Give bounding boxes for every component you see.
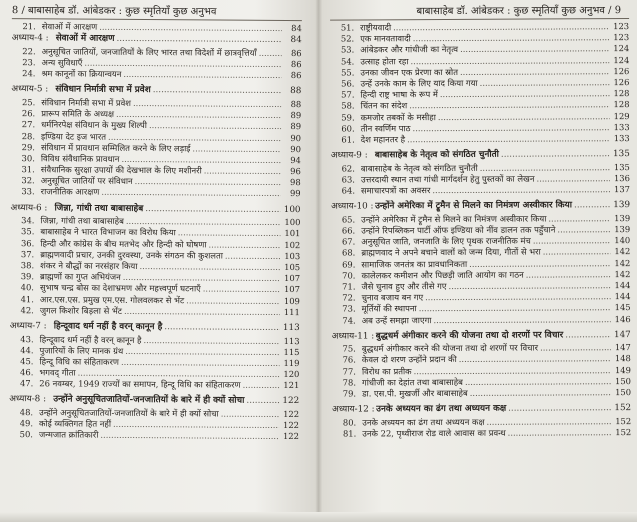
entry-number: 81. <box>342 428 357 439</box>
entry-number: 79. <box>342 388 357 399</box>
entry-page-number: 126 <box>613 76 630 88</box>
entry-page-number: 86 <box>290 70 302 81</box>
entry-page-number: 122 <box>283 420 300 431</box>
entry-title: जैसे चुनाव हुए और तीसे गए ..... <box>361 280 610 293</box>
chapter-label: अध्याय-7 : <box>9 320 47 332</box>
entry-page-number: 133 <box>613 121 630 132</box>
entry-title: विविध संवैधानिक प्रावधान ..... <box>41 153 281 166</box>
chapter-label: अध्याय-6 : <box>10 202 48 213</box>
entry-page-number: 140 <box>614 235 631 246</box>
entry-number: 54. <box>340 56 355 67</box>
entry-page-number: 103 <box>284 250 301 261</box>
entry-number: 43. <box>20 333 34 344</box>
toc-entry <box>331 133 630 146</box>
chapter-label: अध्याय-5 : <box>11 84 49 95</box>
entry-title: शंकर ने बौद्धों का नरसंहार किया ..... <box>40 260 280 273</box>
entry-number: 31. <box>21 164 35 175</box>
entry-number: 32. <box>21 175 35 186</box>
entry-title: कोई व्यक्तिगत हित नहीं ..... <box>39 419 279 432</box>
entry-title: श्रम कानूनों का क्रियान्वयन ..... <box>41 68 281 81</box>
entry-number: 22. <box>22 45 36 57</box>
toc-entry <box>332 314 631 327</box>
entry-title: ब्राह्मणवाद ने अपने बचाने वालों को जन्म दिया, गीतों से भरा ..... <box>361 247 610 260</box>
entry-title: उनके 22, पृथ्वीराज रोड वाले आवास का प्रवन्ध ..... <box>362 427 611 440</box>
entry-title: उन्हें उनके काम के लिए याद किया गया ..... <box>360 77 609 90</box>
entry-title: विरोध का प्रतीक ..... <box>362 365 611 378</box>
entry-title: सेवाओं में आरक्षण ..... <box>42 21 282 34</box>
right-page-header: बाबासाहेब डॉ. आंबेडकर : कुछ स्मृतियाँ कुछ अनुभव / 9 <box>330 4 629 21</box>
entry-page-number: 111 <box>283 306 300 317</box>
entry-page-number: 86 <box>290 47 302 58</box>
entry-page-number: 119 <box>283 357 300 368</box>
entry-title: संविधान में प्रावधान सम्मिलित करने के लिए लड़ाई ..... <box>41 142 281 155</box>
entry-page-number: 122 <box>282 431 299 442</box>
entry-number: 24. <box>22 68 36 79</box>
entry-number: 69. <box>342 259 356 270</box>
entry-title: हिन्दी राष्ट्र भाषा के रूप में ..... <box>360 88 609 101</box>
entry-number: 35. <box>21 226 35 237</box>
toc-entry <box>11 68 301 81</box>
entry-number: 62. <box>341 163 355 174</box>
entry-title: सुभाष चन्द्र बोस का देशाभ्रमण और महत्त्वपूर्ण घटनाएँ ..... <box>40 283 280 296</box>
chapter-label: अध्याय-10 : <box>331 201 374 212</box>
left-toc-list <box>9 21 302 443</box>
entry-page-number: 137 <box>613 184 631 195</box>
chapter-page-number: 84 <box>290 35 302 46</box>
entry-number: 36. <box>20 237 35 248</box>
entry-title: अनुसूचित जाति, जनजाति के लिए पृथक राजनीतिक मंच ..... <box>361 235 610 248</box>
entry-title: जुगल किशोर बिड़ला से भेंट ..... <box>40 305 280 318</box>
entry-number: 51. <box>340 22 355 33</box>
entry-title: आर.एस.एस. प्रमुख एम.एस. गोलवलकर से भेंट ..... <box>40 294 280 307</box>
entry-title: गांधीजी का देहांत तथा बाबासाहेब ..... <box>362 376 611 389</box>
entry-page-number: 135 <box>613 161 630 172</box>
entry-title: इण्डिया देट इज भारत ..... <box>41 131 281 144</box>
entry-title: 26 नवम्बर, 1949 राज्यों का समापन, हिन्दू विधि का संहिताकरण ..... <box>39 379 279 392</box>
toc-entry <box>10 305 300 318</box>
entry-page-number: 146 <box>614 313 631 324</box>
toc-entry <box>331 184 630 197</box>
entry-title: प्रारूप समिति के अध्यक्ष ..... <box>41 108 281 121</box>
chapter-label: अध्याय-4 : <box>11 33 49 44</box>
entry-number: 25. <box>21 97 36 108</box>
entry-title: उनके अध्ययन का ढंग तथा अध्ययन कक्ष ..... <box>362 416 611 429</box>
entry-page-number: 124 <box>613 54 630 65</box>
entry-number: 37. <box>20 248 35 260</box>
entry-number: 26. <box>21 108 36 119</box>
toc-entry <box>332 387 631 400</box>
entry-number: 60. <box>341 123 355 134</box>
entry-number: 63. <box>341 174 355 185</box>
entry-title: ब्राह्मणवादी प्रचार, उनकी दुरवस्था, उनके संगठन की कुशलता ..... <box>40 249 280 262</box>
entry-title: जन्मजात क्रांतिकारी ..... <box>39 430 279 443</box>
entry-page-number: 88 <box>290 98 302 110</box>
entry-page-number: 100 <box>284 217 301 228</box>
left-page <box>0 0 318 522</box>
entry-title: हिन्दू विधि का संहिताकरण ..... <box>39 356 279 369</box>
entry-number: 77. <box>342 366 356 377</box>
entry-title: भगवद् गीता ..... <box>39 367 279 380</box>
chapter-page-number: 122 <box>282 396 300 407</box>
entry-page-number: 139 <box>614 212 631 223</box>
entry-page-number: 128 <box>613 99 630 110</box>
entry-number: 42. <box>20 304 34 315</box>
entry-page-number: 101 <box>284 228 301 239</box>
entry-title: देश महानतर है ..... <box>361 133 610 146</box>
entry-page-number: 149 <box>614 364 631 375</box>
entry-page-number: 122 <box>283 409 300 420</box>
entry-title: सामाजिक जनतंत्र का प्रावधानिकता ..... <box>361 258 610 271</box>
entry-number: 78. <box>342 377 357 388</box>
chapter-title: संविधान निर्मात्री सभा में प्रवेश ..... <box>55 84 281 99</box>
entry-number: 28. <box>21 130 36 141</box>
entry-title: तीन स्वर्णिम पाठ ..... <box>361 122 610 135</box>
entry-page-number: 94 <box>290 154 301 165</box>
entry-number: 29. <box>21 141 36 152</box>
entry-number: 67. <box>341 236 356 247</box>
chapter-label: अध्याय-9 : <box>330 150 368 161</box>
entry-page-number: 89 <box>290 110 302 121</box>
entry-page-number: 105 <box>284 261 301 273</box>
entry-number: 27. <box>21 119 36 130</box>
entry-number: 61. <box>341 134 355 145</box>
chapter-page-number: 139 <box>613 200 631 211</box>
entry-title: डा. एस.पी. मुखर्जी और बाबासाहेब ..... <box>362 387 611 400</box>
entry-page-number: 142 <box>614 268 631 279</box>
entry-number: 44. <box>20 344 34 355</box>
entry-page-number: 128 <box>613 88 630 99</box>
chapter-label: अध्याय-12 : <box>332 404 375 415</box>
entry-page-number: 152 <box>615 427 632 438</box>
chapter-page-number: 135 <box>612 149 630 160</box>
right-page <box>320 0 637 522</box>
entry-title: एक मानवतावादी ..... <box>360 32 609 45</box>
chapter-title: जिन्ना, गांधी तथा बाबासाहेब ..... <box>54 202 280 217</box>
entry-title: अन्य सुविधाएँ ..... <box>42 57 282 70</box>
entry-title: उनका जीवन एक प्रेरणा का स्रोत ..... <box>360 66 609 79</box>
entry-title: चिंतन का संदेश ..... <box>361 99 610 112</box>
toc-entry <box>332 427 631 440</box>
entry-number: 73. <box>342 303 356 314</box>
entry-title: उन्होंने अनुसूचितजातियों-जनजातियों के बारे में ही क्यों सोचा ..... <box>39 407 279 420</box>
entry-number: 46. <box>20 367 34 378</box>
entry-page-number: 150 <box>615 387 632 398</box>
entry-number: 41. <box>20 293 34 304</box>
entry-page-number: 129 <box>613 110 630 121</box>
right-toc-list <box>330 21 631 440</box>
entry-title: हिन्दूवाद धर्म नहीं है वरन् कानून है ..... <box>40 334 280 347</box>
chapter-title: उन्होंने अनुसूचितजातियों-जनजातियों के बारे में ही क्यों सोचा ..... <box>53 394 279 409</box>
entry-title: ब्राह्मणों का गुप्त अभियंजन ..... <box>40 271 280 284</box>
chapter-page-number: 100 <box>283 204 301 215</box>
entry-number: 64. <box>341 185 356 196</box>
toc-entry <box>9 378 299 391</box>
entry-title: संविधान निर्मात्री सभा में प्रवेश ..... <box>41 97 281 110</box>
entry-number: 56. <box>341 78 355 89</box>
entry-page-number: 144 <box>614 291 631 302</box>
chapter-title: बुद्धधर्म अंगीकार करने की योजना तथा दो शरणों पर विचार ..... <box>376 329 611 344</box>
entry-number: 40. <box>20 282 35 293</box>
entry-number: 70. <box>342 270 356 281</box>
entry-page-number: 150 <box>614 375 632 386</box>
entry-title: हिन्दी और कांग्रेस के बीच मतभेद और हिन्दी को घोषणा ..... <box>40 238 280 251</box>
entry-page-number: 107 <box>284 273 301 284</box>
entry-title: उत्तरदायी स्थान तथा गांधी मार्गदर्शन हेतु पुस्तकों का लेखन ..... <box>361 173 610 186</box>
chapter-page-number: 147 <box>613 329 631 340</box>
entry-title: जिन्ना, गांधी तथा बाबासाहेब ..... <box>40 216 280 229</box>
entry-page-number: 102 <box>284 239 301 250</box>
entry-number: 21. <box>22 21 36 32</box>
chapter-page-number: 88 <box>290 86 302 97</box>
entry-title: केवल दो शरण उन्होंने प्रदान की ..... <box>362 354 611 367</box>
chapter-title: उन्होंने अमेरिका में ट्रूमैन से मिलने का निमंत्रण अस्वीकार किया ..... <box>375 199 610 214</box>
entry-title: चुनाव बजाय बन गए ..... <box>362 291 611 304</box>
chapter-title: हिन्दूवाद धर्म नहीं है वरन् कानून है ..... <box>54 320 280 335</box>
entry-title: राजनीतिक आरक्षण ..... <box>41 187 281 200</box>
entry-page-number: 123 <box>613 32 630 43</box>
entry-number: 74. <box>342 314 356 326</box>
entry-number: 30. <box>21 153 35 164</box>
entry-page-number: 99 <box>289 188 301 199</box>
entry-number: 58. <box>341 100 355 111</box>
entry-title: आंबेडकर और गांधीजी का नेतृत्व ..... <box>360 44 609 57</box>
entry-title: उन्होंने रिपब्लिकन पार्टी ऑफ इण्डिया को नींव डालन तक पहुँचाने ..... <box>361 224 610 237</box>
entry-number: 59. <box>341 111 355 123</box>
entry-page-number: 147 <box>614 342 631 353</box>
entry-page-number: 144 <box>614 279 631 291</box>
entry-title: उत्साह होता रहा ..... <box>360 55 609 68</box>
entry-number: 48. <box>19 407 34 418</box>
entry-number: 23. <box>22 57 36 68</box>
entry-title: संवैधानिक सुरक्षा उपायों की देखभाल के लिए मशीनरी ..... <box>41 164 281 177</box>
chapter-label: अध्याय-11 : <box>331 331 375 342</box>
entry-number: 50. <box>19 429 34 440</box>
entry-number: 39. <box>20 271 35 282</box>
chapter-title: उनके अध्ययन का ढंग तथा अध्ययन कक्ष ..... <box>376 402 611 417</box>
entry-page-number: 148 <box>614 353 631 364</box>
entry-number: 53. <box>340 44 355 55</box>
chapter-title: सेवाओं में आरक्षण ..... <box>56 33 282 48</box>
entry-number: 47. <box>19 378 34 389</box>
entry-title: मूर्तियों की स्थापना ..... <box>362 302 611 315</box>
entry-number: 65. <box>341 214 356 225</box>
entry-page-number: 120 <box>283 369 300 380</box>
entry-number: 55. <box>341 67 355 78</box>
entry-title: धर्मनिरपेक्ष संविधान के मुख्य शिल्पी ..... <box>41 120 281 133</box>
entry-title: राष्ट्रीयवादी ..... <box>360 21 609 34</box>
entry-title: समाचारपत्रों का अवसर ..... <box>361 184 610 197</box>
entry-page-number: 90 <box>290 132 302 143</box>
entry-page-number: 89 <box>290 121 302 132</box>
entry-page-number: 123 <box>613 21 630 32</box>
entry-title: बाबासाहेब के नेतृत्व को संगठित चुनौती ..... <box>361 162 610 175</box>
entry-number: 49. <box>19 418 34 429</box>
entry-page-number: 145 <box>614 302 631 313</box>
left-page-header: 8 / बाबासाहेब डॉ. आंबेडकर : कुछ स्मृतियाँ कुछ अनुभव <box>12 4 302 21</box>
entry-number: 57. <box>341 89 355 100</box>
entry-title: अब उन्हें समझा जाएगा ..... <box>362 314 611 327</box>
entry-title: बाबासाहेब ने भारत विभाजन का विरोध किया ..... <box>40 227 280 240</box>
entry-title: अनुसूचित जातियों, जनजातियों के लिए भारत तथा विदेशों में छात्रवृत्तियाँ ..... <box>42 46 282 59</box>
entry-page-number: 98 <box>290 177 301 188</box>
toc-entry <box>9 429 299 442</box>
entry-page-number: 142 <box>614 246 631 257</box>
entry-title: अनुसूचित जातियों पर संविधान ..... <box>41 176 281 189</box>
chapter-page-number: 152 <box>614 403 632 414</box>
entry-page-number: 139 <box>614 224 631 235</box>
entry-title: पुजारियों के लिए मानक ग्रंथ ..... <box>40 345 280 358</box>
entry-page-number: 113 <box>283 335 300 346</box>
chapter-label: अध्याय-8 : <box>9 394 47 405</box>
entry-number: 66. <box>341 225 356 236</box>
chapter-title: बाबासाहेब के नेतृत्व को संगठित चुनौती ..... <box>375 148 610 163</box>
entry-page-number: 121 <box>283 380 300 391</box>
entry-number: 33. <box>21 186 35 197</box>
entry-number: 71. <box>342 281 356 292</box>
entry-page-number: 107 <box>283 284 301 295</box>
entry-number: 52. <box>340 33 355 44</box>
entry-page-number: 126 <box>613 65 630 76</box>
entry-page-number: 133 <box>613 132 630 143</box>
entry-number: 34. <box>21 215 35 226</box>
entry-title: उन्होंने अमेरिका में ट्रूमैन से मिलने का निमंत्रण अस्वीकार किया ..... <box>361 213 610 226</box>
entry-page-number: 90 <box>290 143 302 154</box>
entry-page-number: 96 <box>290 166 301 177</box>
entry-number: 80. <box>342 417 357 428</box>
chapter-page-number: 113 <box>282 322 300 334</box>
entry-page-number: 109 <box>283 295 300 306</box>
entry-page-number: 115 <box>283 346 300 357</box>
entry-page-number: 84 <box>291 23 302 34</box>
toc-entry <box>11 187 301 200</box>
entry-title: बुद्धधर्म अंगीकार करने की योजना तथा दो शरणों पर विचार ..... <box>362 342 611 355</box>
entry-page-number: 152 <box>615 415 632 426</box>
entry-page-number: 136 <box>613 172 630 183</box>
entry-page-number: 124 <box>613 43 630 54</box>
entry-title: कमजोर तबकों के मसीहा ..... <box>361 111 610 124</box>
entry-number: 76. <box>342 354 356 366</box>
entry-title: कालेलकर कमीशन और पिछड़ी जाति आयोग का गठन ..... <box>361 269 610 282</box>
entry-number: 75. <box>342 343 356 354</box>
entry-page-number: 86 <box>290 59 302 70</box>
entry-number: 38. <box>20 260 35 271</box>
entry-number: 72. <box>342 292 356 303</box>
entry-number: 45. <box>20 356 34 367</box>
entry-page-number: 142 <box>614 257 631 268</box>
page-bottom-edge <box>0 512 637 522</box>
entry-number: 68. <box>341 247 356 258</box>
